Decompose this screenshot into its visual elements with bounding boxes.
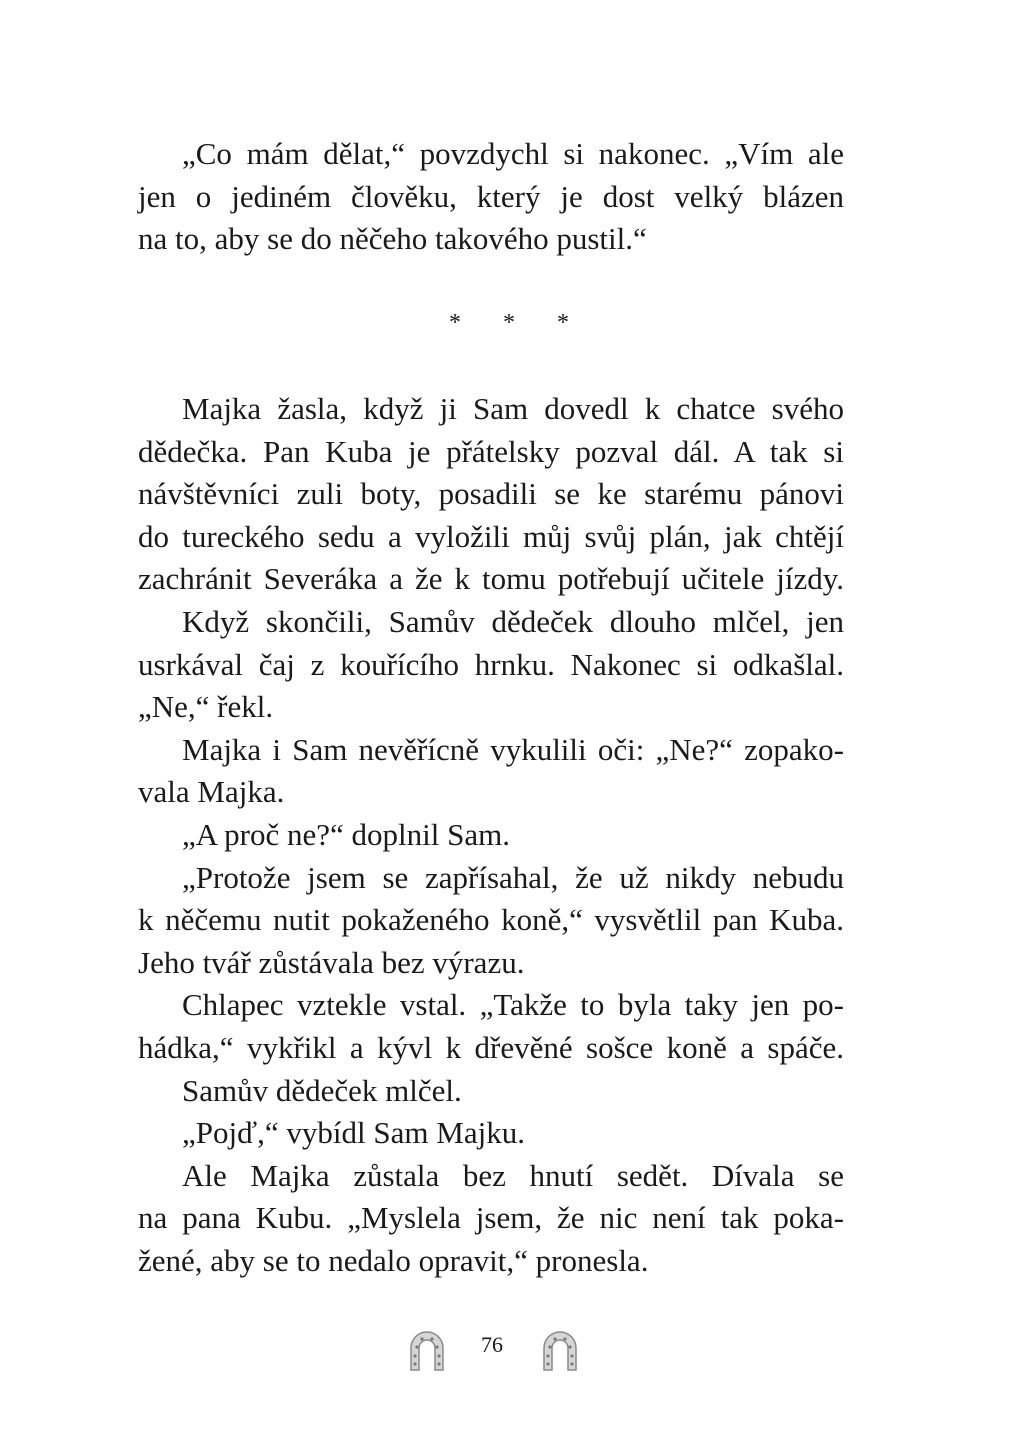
text-line: návštěvníci zuli boty, posadili se ke starému pánovi: [138, 476, 844, 512]
text-line: dědečka. Pan Kuba je přátelsky pozval dál. A tak si: [138, 433, 844, 469]
horseshoe-icon: [405, 1324, 449, 1376]
text-line: „Co mám dělat,“ povzdychl si nakonec. „Vím ale: [182, 136, 844, 171]
text-line: vala Majka.: [138, 774, 285, 810]
text-line: jen o jediném člověku, který je dost velký blázen: [138, 178, 844, 214]
text-line: Samův dědeček mlčel.: [182, 1072, 462, 1108]
text-line: „A proč ne?“ doplnil Sam.: [182, 816, 510, 852]
text-line: zachránit Severáka a že k tomu potřebují učitele jízdy.: [138, 561, 844, 597]
horseshoe-icon: [538, 1324, 582, 1376]
paragraph-top: [138, 133, 844, 261]
text-line: k něčemu nutit pokaženého koně,“ vysvětlil pan Kuba.: [138, 902, 844, 938]
page-number: 76: [481, 1332, 503, 1357]
text-line: Ale Majka zůstala bez hnutí sedět. Dívala se: [182, 1157, 844, 1193]
main-text: [138, 388, 844, 1282]
text-line: žené, aby se to nedalo opravit,“ pronesla.: [138, 1242, 649, 1278]
text-line: Když skončili, Samův dědeček dlouho mlčel, jen: [182, 603, 844, 639]
text-line: Jeho tvář zůstávala bez výrazu.: [138, 944, 525, 980]
text-line: na to, aby se do něčeho takového pustil.“: [138, 221, 647, 257]
text-line: hádka,“ vykřikl a kývl k dřevěné sošce koně a spáče.: [138, 1029, 844, 1065]
text-line: „Protože jsem se zapřísahal, že už nikdy nebudu: [182, 859, 844, 895]
text-line: usrkával čaj z kouřícího hrnku. Nakonec si odkašlal.: [138, 646, 844, 682]
text-line: Majka žasla, když ji Sam dovedl k chatce svého: [182, 391, 844, 426]
text-line: Chlapec vztekle vstal. „Takže to byla taky jen po-: [182, 987, 844, 1023]
section-separator: * * *: [449, 310, 587, 336]
text-line: „Pojď,“ vybídl Sam Majku.: [182, 1115, 525, 1151]
text-line: „Ne,“ řekl.: [138, 689, 274, 725]
text-line: do tureckého sedu a vyložili můj svůj plán, jak chtějí: [138, 518, 844, 554]
text-line: Majka i Sam nevěřícně vykulili oči: „Ne?“ zopako-: [182, 731, 844, 767]
text-line: na pana Kubu. „Myslela jsem, že nic není tak poka-: [138, 1200, 844, 1236]
page-footer: [0, 1322, 1018, 1382]
